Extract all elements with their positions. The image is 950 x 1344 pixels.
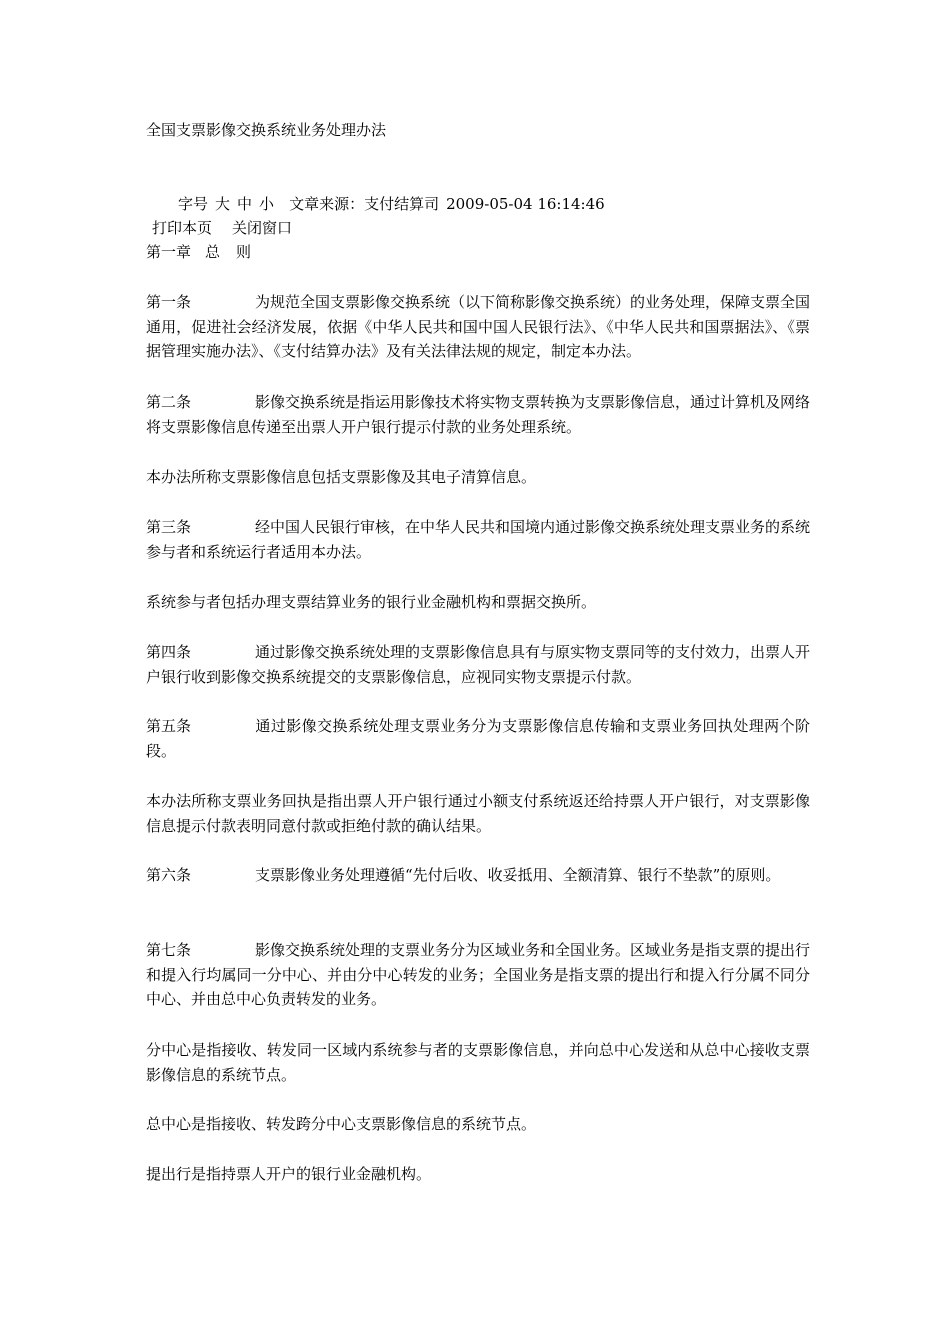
- paragraph: [146, 590, 810, 615]
- paragraph-text: 分中心是指接收、转发同一区域内系统参与者的支票影像信息，并向总中心发送和从总中心接收支票影像信息的系统节点。: [146, 1041, 810, 1084]
- document-title: 全国支票影像交换系统业务处理办法: [146, 121, 387, 139]
- article-1: [146, 290, 810, 364]
- paragraph-text: 本办法所称支票影像信息包括支票影像及其电子清算信息。: [146, 468, 537, 486]
- close-window-link[interactable]: 关闭窗口: [232, 219, 293, 237]
- article-label: 第五条: [146, 717, 192, 735]
- paragraph: [146, 465, 810, 490]
- article-5: [146, 714, 810, 763]
- paragraph: [146, 789, 810, 838]
- article-text: 支票影像业务处理遵循“先付后收、收妥抵用、全额清算、银行不垫款”的原则。: [255, 866, 781, 884]
- article-label: 第四条: [146, 643, 192, 661]
- font-size-medium-link[interactable]: 中: [237, 195, 253, 213]
- article-meta: [178, 192, 612, 216]
- article-7: [146, 938, 810, 1012]
- article-label: 第六条: [146, 866, 192, 884]
- article-text: 影像交换系统处理的支票业务分为区域业务和全国业务。区域业务是指支票的提出行和提入行均属同一分中心、并由分中心转发的业务；全国业务是指支票的提出行和提入行分属不同分中心、并由总中心负责转发的业务。: [146, 941, 811, 1008]
- chapter-title-part1: 总: [205, 243, 221, 261]
- article-text: 通过影像交换系统处理的支票影像信息具有与原实物支票同等的支付效力，出票人开户银行收到影像交换系统提交的支票影像信息，应视同实物支票提示付款。: [146, 643, 811, 686]
- article-2: [146, 390, 810, 439]
- article-3: [146, 515, 810, 564]
- paragraph-text: 系统参与者包括办理支票结算业务的银行业金融机构和票据交换所。: [146, 593, 597, 611]
- page-tools: [152, 216, 292, 240]
- article-label: 第三条: [146, 518, 192, 536]
- font-size-small-link[interactable]: 小: [259, 195, 275, 213]
- article-label: 第二条: [146, 393, 192, 411]
- font-size-label: 字号: [178, 195, 209, 213]
- paragraph: [146, 1038, 810, 1087]
- article-datetime: 2009-05-04 16:14:46: [446, 195, 605, 213]
- paragraph-text: 总中心是指接收、转发跨分中心支票影像信息的系统节点。: [146, 1115, 537, 1133]
- article-6: [146, 863, 810, 888]
- font-size-large-link[interactable]: 大: [215, 195, 231, 213]
- article-text: 为规范全国支票影像交换系统（以下简称影像交换系统）的业务处理，保障支票全国通用，促进社会经济发展，依据《中华人民共和国中国人民银行法》、《中华人民共和国票据法》、《票据管理实施办法》、《支付结算办法》及有关法律法规的规定，制定本办法。: [146, 293, 811, 360]
- article-text: 通过影像交换系统处理支票业务分为支票影像信息传输和支票业务回执处理两个阶段。: [146, 717, 810, 760]
- print-page-link[interactable]: 打印本页: [152, 219, 213, 237]
- paragraph-text: 提出行是指持票人开户的银行业金融机构。: [146, 1165, 432, 1183]
- chapter-heading: [146, 240, 251, 264]
- chapter-title-part2: 则: [236, 243, 252, 261]
- article-label: 第七条: [146, 941, 192, 959]
- paragraph: [146, 1112, 810, 1137]
- paragraph-text: 本办法所称支票业务回执是指出票人开户银行通过小额支付系统返还给持票人开户银行，对支票影像信息提示付款表明同意付款或拒绝付款的确认结果。: [146, 792, 810, 835]
- article-text: 经中国人民银行审核，在中华人民共和国境内通过影像交换系统处理支票业务的系统参与者和系统运行者适用本办法。: [146, 518, 811, 561]
- article-text: 影像交换系统是指运用影像技术将实物支票转换为支票影像信息，通过计算机及网络将支票影像信息传递至出票人开户银行提示付款的业务处理系统。: [146, 393, 811, 436]
- paragraph: [146, 1162, 810, 1187]
- article-source: 文章来源：支付结算司: [289, 195, 440, 213]
- chapter-number: 第一章: [146, 243, 192, 261]
- article-4: [146, 640, 810, 689]
- article-label: 第一条: [146, 293, 192, 311]
